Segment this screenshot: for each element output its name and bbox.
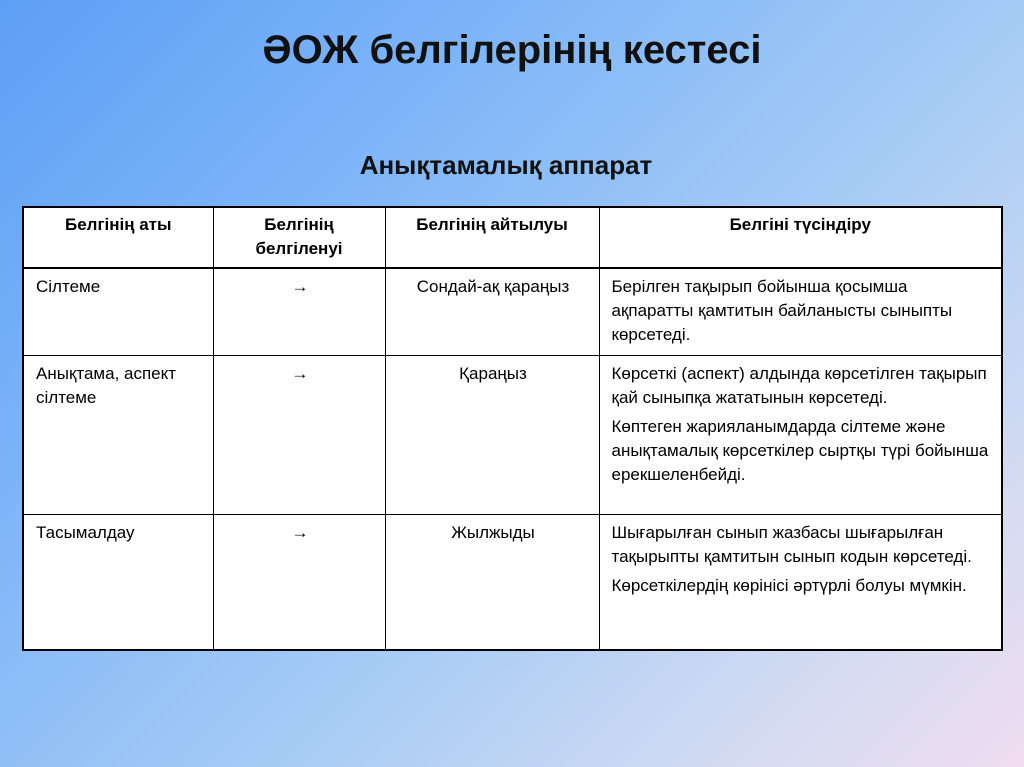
table-header-row (23, 207, 1002, 268)
table-row (23, 515, 1002, 650)
cell-arrow-mark: → (213, 268, 385, 356)
cell-sign-pronounce: Қараңыз (385, 356, 599, 515)
cell-sign-pronounce: Жылжыды (385, 515, 599, 650)
header-sign-mark: Белгінің белгіленуі (213, 207, 385, 268)
cell-sign-explain (599, 268, 1002, 356)
explain-paragraph: Көптеген жарияланымдарда сілтеме және анықтамалық көрсеткілер сыртқы түрі бойынша ерекшеленбейді. (611, 417, 989, 484)
slide-title: ӘОЖ белгілерінің кестесі (262, 28, 762, 72)
explain-paragraph: Берілген тақырып бойынша қосымша ақпаратты қамтитын байланысты сыныпты көрсетеді. (611, 277, 953, 344)
explain-paragraph: Көрсеткі (аспект) алдында көрсетілген тақырып қай сыныпқа жататынын көрсетеді. (611, 364, 987, 407)
header-sign-pronounce: Белгінің айтылуы (385, 207, 599, 268)
table-row (23, 356, 1002, 515)
slide-subtitle: Анықтамалық аппарат (359, 150, 653, 180)
header-sign-name: Белгінің аты (23, 207, 213, 268)
cell-sign-explain (599, 515, 1002, 650)
cell-arrow-mark: → (213, 356, 385, 515)
cell-sign-name: Анықтама, аспект сілтеме (23, 356, 213, 515)
header-sign-explain: Белгіні түсіндіру (599, 207, 1002, 268)
signs-table (22, 206, 1003, 651)
cell-sign-pronounce: Сондай-ақ қараңыз (385, 268, 599, 356)
cell-sign-explain (599, 356, 1002, 515)
cell-sign-name: Сілтеме (23, 268, 213, 356)
cell-sign-name: Тасымалдау (23, 515, 213, 650)
explain-paragraph: Көрсеткілердің көрінісі әртүрлі болуы мүмкін. (611, 576, 967, 595)
cell-arrow-mark: → (213, 515, 385, 650)
table-row (23, 268, 1002, 356)
explain-paragraph: Шығарылған сынып жазбасы шығарылған тақырыпты қамтитын сынып кодын көрсетеді. (611, 523, 972, 566)
